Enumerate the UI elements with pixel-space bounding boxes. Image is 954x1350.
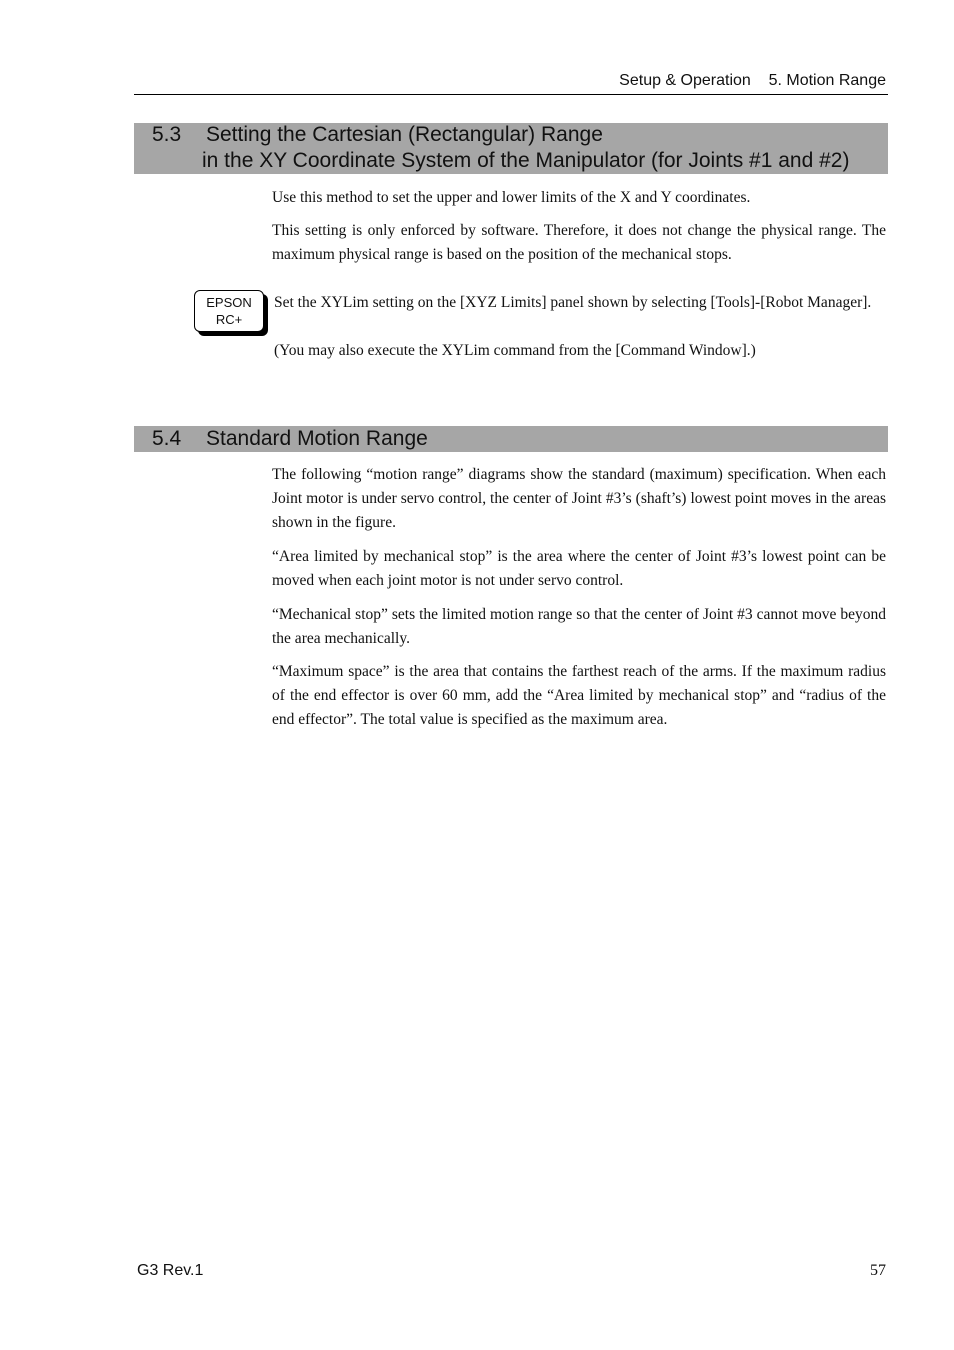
paragraph: “Mechanical stop” sets the limited motion range so that the center of Joint #3 cannot move beyond the area mechanically. (272, 606, 886, 647)
running-header: Setup & Operation 5. Motion Range (619, 72, 886, 89)
section-5-3-heading (134, 123, 888, 174)
badge-line1: EPSON (206, 295, 252, 310)
paragraph: Use this method to set the upper and lower limits of the X and Y coordinates. (272, 189, 751, 206)
note-paragraph: (You may also execute the XYLim command from the [Command Window].) (274, 342, 756, 359)
paragraph: “Maximum space” is the area that contains the farthest reach of the arms. If the maximum radius of the end effector is over 60 mm, add the “Area limited by mechanical stop” and “radius of the end effector”. The total value is specified as the maximum area. (272, 663, 886, 728)
section-5-4-heading (134, 426, 888, 452)
section-number: 5.3 (152, 123, 182, 146)
badge-line2: RC+ (215, 312, 243, 327)
paragraph: The following “motion range” diagrams show the standard (maximum) specification. When each Joint motor is under servo control, the center of Joint #3’s (shaft’s) lowest point moves in the areas shown in the figure. (272, 466, 886, 531)
footer-doc-id: G3 Rev.1 (137, 1262, 204, 1279)
page-number: 57 (870, 1262, 886, 1279)
epson-rc-badge (194, 290, 264, 332)
section-title: Standard Motion Range (206, 427, 428, 450)
paragraph: This setting is only enforced by software. Therefore, it does not change the physical range. The maximum physical range is based on the position of the mechanical stops. (272, 222, 886, 263)
header-rule (134, 94, 888, 95)
note-paragraph: Set the XYLim setting on the [XYZ Limits] panel shown by selecting [Tools]-[Robot Manager]. (274, 294, 872, 311)
section-title-line2: in the XY Coordinate System of the Manipulator (for Joints #1 and #2) (202, 149, 850, 172)
paragraph: “Area limited by mechanical stop” is the area where the center of Joint #3’s lowest point can be moved when each joint motor is not under servo control. (272, 548, 886, 589)
section-number: 5.4 (152, 427, 182, 450)
section-title-line1: Setting the Cartesian (Rectangular) Range (206, 123, 603, 146)
